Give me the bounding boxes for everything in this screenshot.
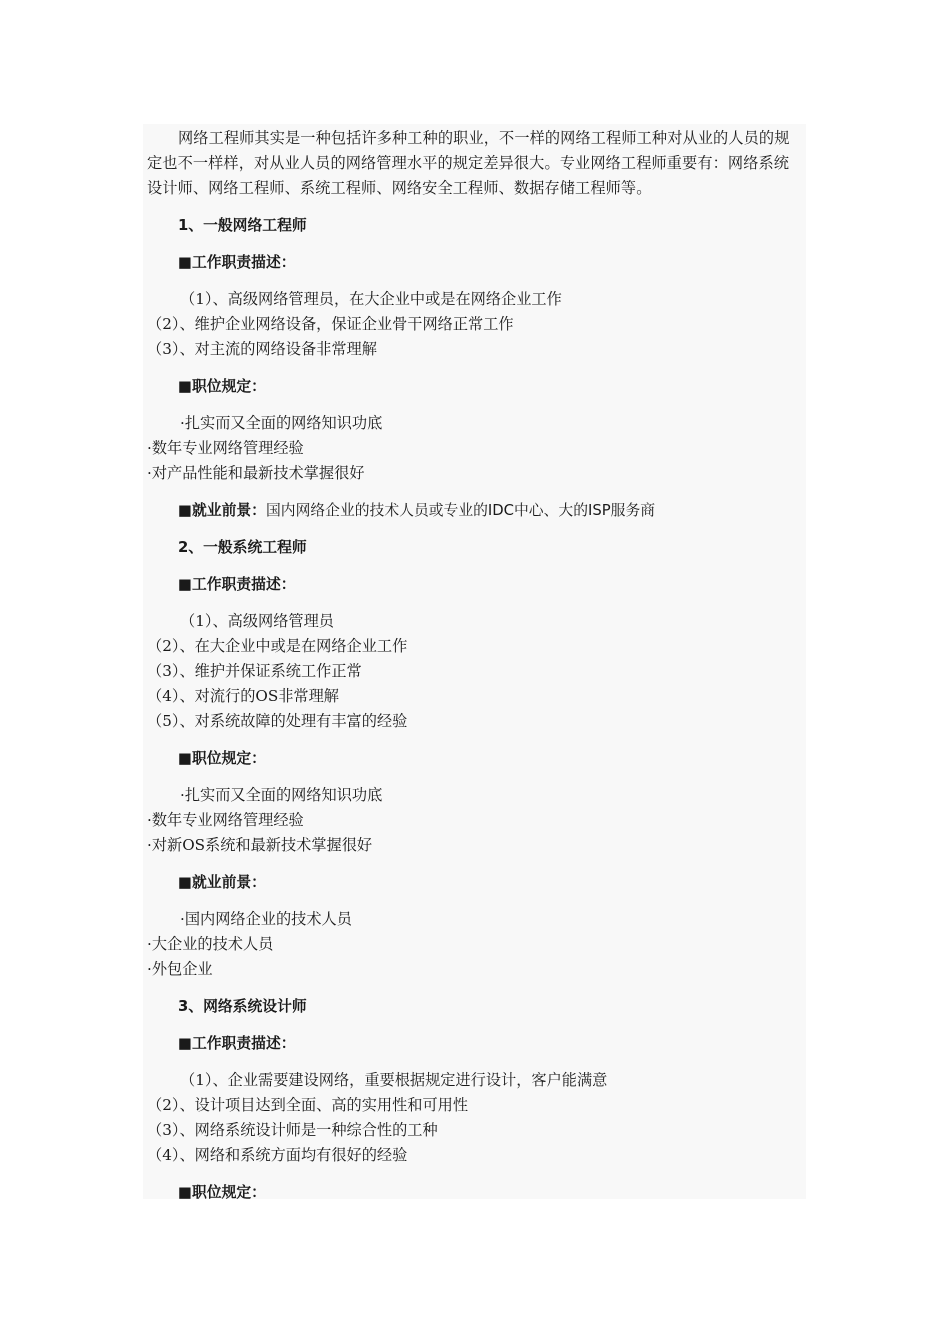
prospect-line bbox=[147, 498, 802, 523]
requirement-item: ·扎实而又全面的网络知识功底 bbox=[180, 414, 383, 432]
duty-label: ■工作职责描述： bbox=[178, 254, 296, 271]
duty-item: （5）、对系统故障的处理有丰富的经验 bbox=[147, 712, 408, 730]
prospect-label: ■就业前景： bbox=[178, 502, 266, 519]
duty-label: ■工作职责描述： bbox=[178, 1035, 296, 1052]
prospect-list bbox=[147, 907, 802, 982]
section-network-system-designer bbox=[147, 994, 802, 1205]
duty-item: （1）、企业需要建设网络，重要根据规定进行设计，客户能满意 bbox=[180, 1071, 608, 1089]
duty-item: （2）、在大企业中或是在网络企业工作 bbox=[147, 637, 408, 655]
intro-paragraph: 网络工程师其实是一种包括许多种工种的职业，不一样的网络工程师工种对从业的人员的规定也不一样样，对从业人员的网络管理水平的规定差异很大。专业网络工程师重要有：网络系统设计师、网络工程师、系统工程师、网络安全工程师、数据存储工程师等。 bbox=[147, 129, 790, 197]
requirement-item: ·数年专业网络管理经验 bbox=[147, 439, 304, 457]
duty-item: （3）、网络系统设计师是一种综合性的工种 bbox=[147, 1121, 438, 1139]
prospect-label: ■就业前景： bbox=[178, 874, 266, 891]
duty-item: （3）、对主流的网络设备非常理解 bbox=[147, 340, 377, 358]
prospect-value: 国内网络企业的技术人员或专业的IDC中心、大的ISP服务商 bbox=[265, 502, 656, 519]
duty-item: （4）、对流行的OS非常理解 bbox=[147, 687, 339, 705]
duty-item: （1）、高级网络管理员，在大企业中或是在网络企业工作 bbox=[180, 290, 562, 308]
prospect-item: ·大企业的技术人员 bbox=[147, 935, 274, 953]
section-title: 2、一般系统工程师 bbox=[178, 539, 307, 556]
section-title: 3、网络系统设计师 bbox=[178, 998, 307, 1015]
duty-item: （2）、设计项目达到全面、高的实用性和可用性 bbox=[147, 1096, 469, 1114]
document-body bbox=[143, 124, 806, 1199]
prospect-item: ·外包企业 bbox=[147, 960, 213, 978]
section-general-system-engineer bbox=[147, 535, 802, 982]
section-general-network-engineer bbox=[147, 213, 802, 523]
requirement-item: ·扎实而又全面的网络知识功底 bbox=[180, 786, 383, 804]
duty-item: （2）、维护企业网络设备，保证企业骨干网络正常工作 bbox=[147, 315, 514, 333]
requirement-item: ·数年专业网络管理经验 bbox=[147, 811, 304, 829]
duty-list bbox=[147, 609, 802, 734]
duty-item: （4）、网络和系统方面均有很好的经验 bbox=[147, 1146, 408, 1164]
requirement-label: ■职位规定： bbox=[178, 378, 266, 395]
prospect-item: ·国内网络企业的技术人员 bbox=[180, 910, 352, 928]
duty-list bbox=[147, 1068, 802, 1168]
requirement-item: ·对产品性能和最新技术掌握很好 bbox=[147, 464, 365, 482]
requirement-label: ■职位规定： bbox=[178, 1184, 266, 1201]
requirement-label: ■职位规定： bbox=[178, 750, 266, 767]
requirement-list bbox=[147, 411, 802, 486]
section-title: 1、一般网络工程师 bbox=[178, 217, 307, 234]
requirement-item: ·对新OS系统和最新技术掌握很好 bbox=[147, 836, 373, 854]
duty-item: （3）、维护并保证系统工作正常 bbox=[147, 662, 362, 680]
duty-item: （1）、高级网络管理员 bbox=[180, 612, 334, 630]
requirement-list bbox=[147, 783, 802, 858]
duty-label: ■工作职责描述： bbox=[178, 576, 296, 593]
duty-list bbox=[147, 287, 802, 362]
